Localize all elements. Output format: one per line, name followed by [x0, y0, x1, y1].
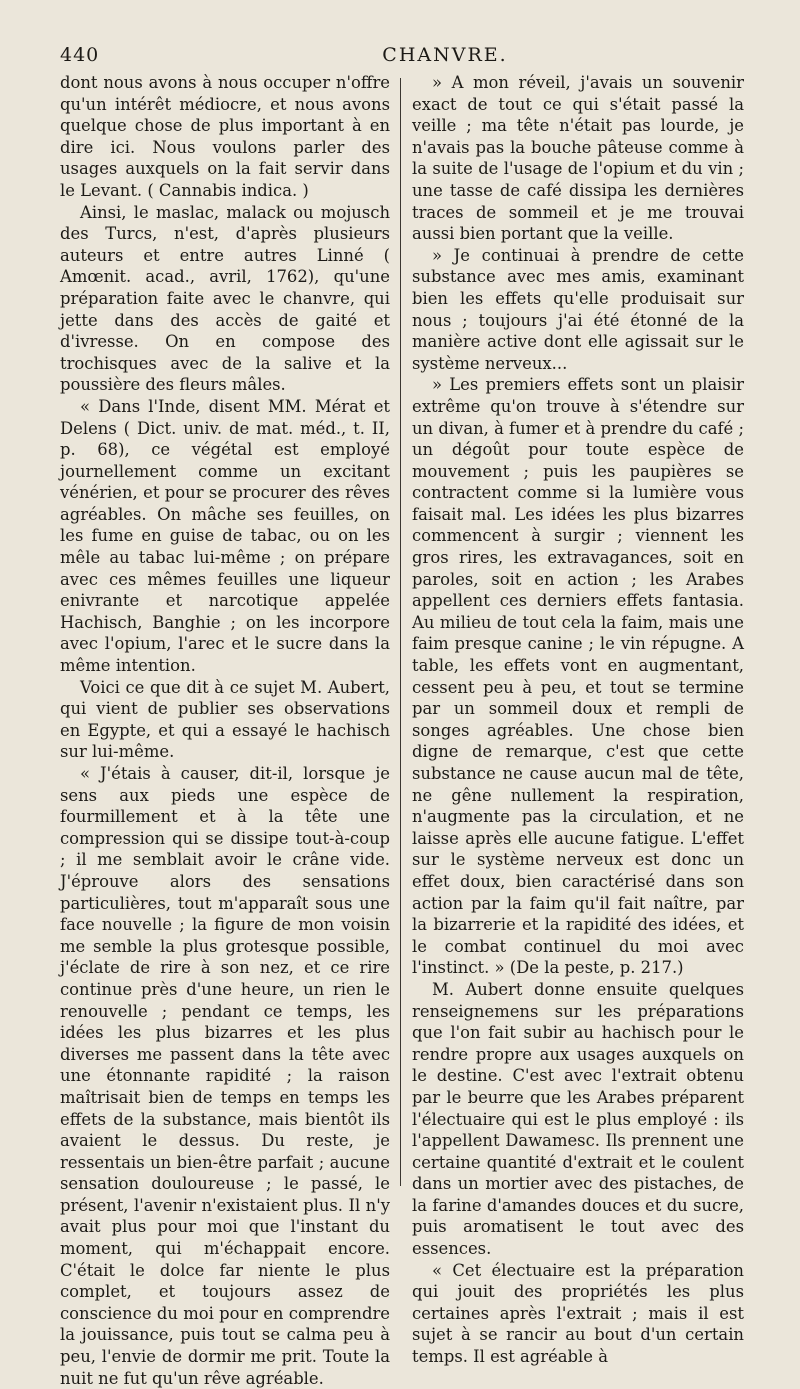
- paragraph: « Dans l'Inde, disent MM. Mérat et Delens ( Dict. univ. de mat. méd., t. II, p. 68), ce végétal est employé journellement comme un excitant vénérien, et pour se procurer des rêves agréables. On mâche ses feuilles, on les fume en guise de tabac, ou on les mêle au tabac lui-même ; on prépare avec ces mêmes feuilles une liqueur enivrante et narcotique appelée Hachisch, Banghie ; on les incorpore avec l'opium, l'arec et le sucre dans la même intention.: [60, 396, 390, 676]
- paragraph: » A mon réveil, j'avais un souvenir exact de tout ce qui s'était passé la veille ; ma tête n'était pas lourde, je n'avais pas la bouche pâteuse comme à la suite de l'usage de l'opium et du vin ; une tasse de café dissipa les dernières traces de sommeil et je me trouvai aussi bien portant que la veille.: [412, 73, 744, 244]
- left-column: [60, 72, 390, 1388]
- right-column: [412, 72, 744, 1367]
- page-header: [60, 44, 750, 72]
- running-title: CHANVRE.: [382, 44, 508, 66]
- paragraph: Ainsi, le maslac, malack ou mojusch des Turcs, n'est, d'après plusieurs auteurs et entre autres Linné ( Amœnit. acad., avril, 1762), qu'une préparation faite avec le chanvre, qui jette dans des accès de gaité et d'ivresse. On en compose des trochisques avec de la salive et la poussière des fleurs mâles.: [60, 202, 390, 395]
- paragraph: » Je continuai à prendre de cette substance avec mes amis, examinant bien les effets qu'elle produisait sur nous ; toujours j'ai été étonné de la manière active dont elle agissait sur le système nerveux...: [412, 245, 744, 373]
- paragraph: Voici ce que dit à ce sujet M. Aubert, qui vient de publier ses observations en Egypte, et qui a essayé le hachisch sur lui-même.: [60, 677, 390, 762]
- paragraph: » Les premiers effets sont un plaisir extrême qu'on trouve à s'étendre sur un divan, à fumer et à prendre du café ; un dégoût pour toute espèce de mouvement ; puis les paupières se contractent comme si la lumière vous faisait mal. Les idées les plus bizarres commencent à surgir ; viennent les gros rires, les extravagances, soit en paroles, soit en action ; les Arabes appellent ces derniers effets fantasia. Au milieu de tout cela la faim, mais une faim presque canine ; le vin répugne. A table, les effets vont en augmentant, cessent peu à peu, et tout se termine par un sommeil doux et rempli de songes agréables. Une chose bien digne de remarque, c'est que cette substance ne cause aucun mal de tête, ne gêne nullement la respiration, n'augmente pas la circulation, et ne laisse après elle aucune fatigue. L'effet sur le système nerveux est donc un effet doux, bien caractérisé dans son action par la faim qu'il fait naître, par la bizarrerie et la rapidité des idées, et le combat continuel du moi avec l'instinct. » (De la peste, p. 217.): [412, 375, 744, 978]
- paragraph: dont nous avons à nous occuper n'offre qu'un intérêt médiocre, et nous avons quelque chose de plus important à en dire ici. Nous voulons parler des usages auxquels on la fait servir dans le Levant. ( Cannabis indica. ): [60, 73, 390, 200]
- page-number: 440: [60, 44, 100, 66]
- paragraph: M. Aubert donne ensuite quelques renseignemens sur les préparations que l'on fait subir au hachisch pour le rendre propre aux usages auxquels on le destine. C'est avec l'extrait obtenu par le beurre que les Arabes préparent l'électuaire qui est le plus employé : ils l'appellent Dawamesc. Ils prennent une certaine quantité d'extrait et le coulent dans un mortier avec des pistaches, de la farine d'amandes douces et du sucre, puis aromatisent le tout avec des essences.: [412, 979, 744, 1259]
- paragraph: « J'étais à causer, dit-il, lorsque je sens aux pieds une espèce de fourmillement et à la tête une compression qui se dissipe tout-à-coup ; il me semblait avoir le crâne vide. J'éprouve alors des sensations particulières, tout m'apparaît sous une face nouvelle ; la figure de mon voisin me semble la plus grotesque possible, j'éclate de rire à son nez, et ce rire continue près d'une heure, un rien le renouvelle ; pendant ce temps, les idées les plus bizarres et les plus diverses me passent dans la tête avec une étonnante rapidité ; la raison maîtrisait bien de temps en temps les effets de la substance, mais bientôt ils avaient le dessus. Du reste, je ressentais un bien-être parfait ; aucune sensation douloureuse ; le passé, le présent, l'avenir n'existaient plus. Il n'y avait plus pour moi que l'instant du moment, qui m'échappait encore. C'était le dolce far niente le plus complet, et toujours assez de conscience du moi pour en comprendre la jouissance, puis tout se calma peu à peu, l'envie de dormir me prit. Toute la nuit ne fut qu'un rêve agréable.: [60, 764, 390, 1388]
- column-divider: [400, 78, 401, 1186]
- paragraph: « Cet électuaire est la préparation qui jouit des propriétés les plus certaines après l'extrait ; mais il est sujet à se rancir au bout d'un certain temps. Il est agréable à: [412, 1260, 744, 1367]
